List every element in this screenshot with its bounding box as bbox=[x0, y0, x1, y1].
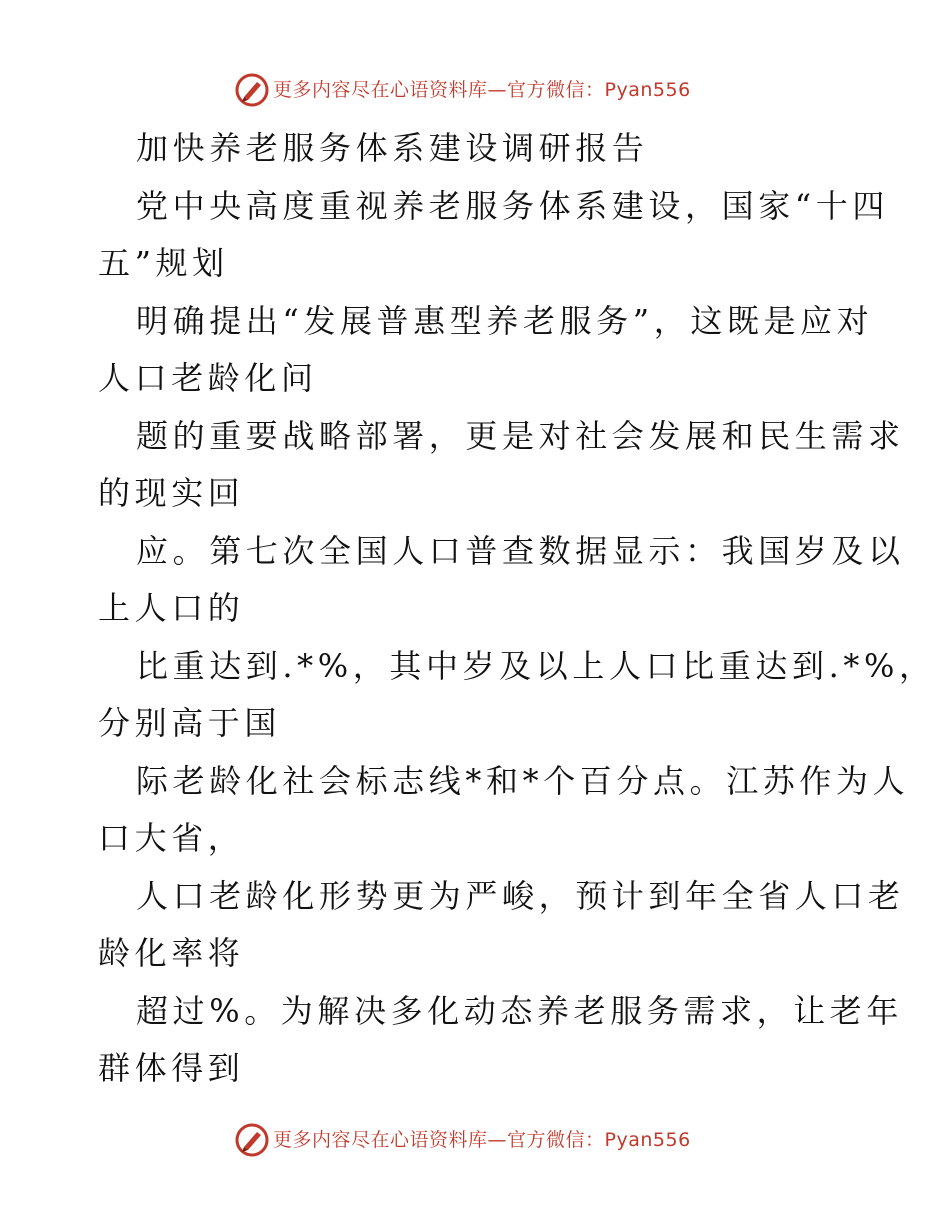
paragraph-line: 人口老龄化问 bbox=[98, 359, 318, 397]
paragraph-line: 五”规划 bbox=[98, 244, 229, 282]
paragraph-line: 题的重要战略部署，更是对社会发展和民生需求 bbox=[136, 416, 905, 455]
paragraph-line: 人口老龄化形势更为严峻，预计到年全省人口老 bbox=[136, 876, 905, 915]
paragraph-line: 龄化率将 bbox=[98, 934, 245, 972]
paragraph-line: 际老龄化社会标志线*和*个百分点。江苏作为人 bbox=[136, 761, 910, 800]
watermark-text: 更多内容尽在心语资料库—官方微信：Pyan556 bbox=[273, 1129, 691, 1151]
paragraph-line: 口大省， bbox=[98, 819, 245, 857]
paragraph-line: 明确提出“发展普惠型养老服务”，这既是应对 bbox=[136, 301, 874, 340]
paragraph-line: 的现实回 bbox=[98, 474, 245, 512]
paragraph-line: 超过%。为解决多化动态养老服务需求，让老年 bbox=[136, 991, 904, 1030]
footer-watermark bbox=[235, 1122, 691, 1158]
watermark-text: 更多内容尽在心语资料库—官方微信：Pyan556 bbox=[273, 79, 691, 101]
header-watermark bbox=[235, 72, 691, 108]
paragraph-line: 分别高于国 bbox=[98, 704, 282, 742]
pen-logo-icon bbox=[235, 1123, 269, 1157]
paragraph-line: 党中央高度重视养老服务体系建设，国家“十四 bbox=[136, 186, 889, 225]
pen-logo-icon bbox=[235, 73, 269, 107]
paragraph-line: 上人口的 bbox=[98, 589, 245, 627]
paragraph-line: 比重达到.*%，其中岁及以上人口比重达到.*%， bbox=[136, 646, 936, 685]
paragraph-line: 应。第七次全国人口普查数据显示：我国岁及以 bbox=[136, 531, 905, 570]
document-title: 加快养老服务体系建设调研报告 bbox=[136, 129, 649, 167]
document-body bbox=[98, 120, 936, 1098]
paragraph-line: 群体得到 bbox=[98, 1049, 245, 1087]
